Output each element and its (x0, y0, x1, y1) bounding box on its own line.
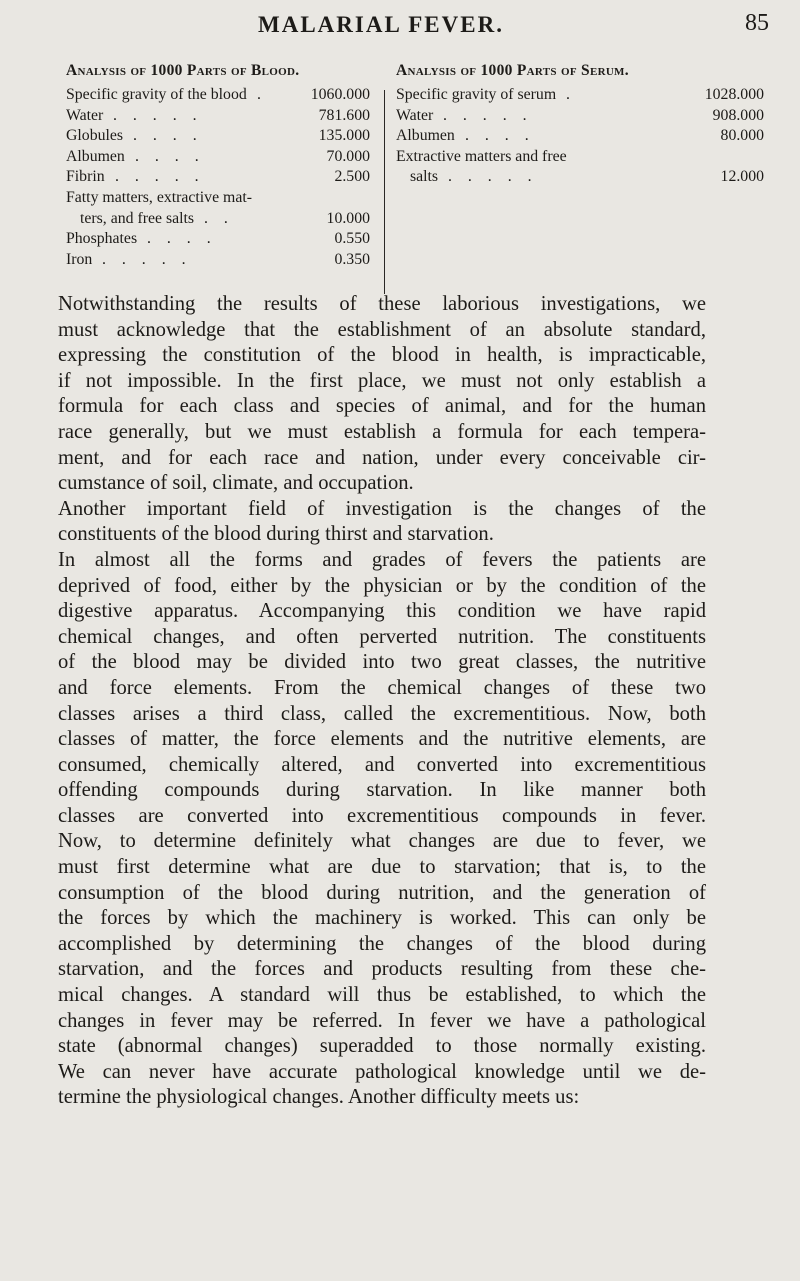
row-value: 781.600 (318, 106, 370, 124)
row-value: 908.000 (712, 106, 764, 124)
row-leader: . . . . (465, 127, 535, 145)
row-leader: . . . . (147, 230, 217, 248)
row-label: Water (396, 106, 434, 124)
row-leader: . . . . . (115, 168, 205, 186)
row-label: Specific gravity of the blood (66, 86, 247, 103)
text-line: classes arises a third class, called the excrementitious. Now, both (58, 702, 706, 725)
text-line: Notwithstanding the results of these laborious investigations, we (58, 293, 706, 315)
row-leader: . . . . . (102, 250, 192, 268)
row-label: Water (66, 106, 104, 124)
serum-table-caption: Analysis of 1000 Parts of Serum. (396, 62, 629, 79)
row-label: Fatty matters, extractive mat- (66, 188, 252, 206)
blood-table-rows (66, 86, 376, 271)
row-leader: . . . . . (443, 106, 533, 124)
blood-table-caption: Analysis of 1000 Parts of Blood. (66, 62, 300, 79)
table-divider (384, 90, 385, 294)
text-line: In almost all the forms and grades of fevers the patients are (58, 548, 706, 571)
row-value: 1060.000 (310, 86, 370, 103)
text-line: ment, and for each race and nation, under every conceivable cir- (58, 446, 706, 469)
text-line: classes of matter, the force elements and the nutritive elements, are (58, 728, 706, 751)
text-line: expressing the constitution of the blood in health, is impracticable, (58, 344, 706, 367)
text-line: accomplished by determining the changes of the blood during (58, 932, 706, 955)
body-text (58, 292, 706, 1111)
row-label: Extractive matters and free (396, 147, 567, 165)
running-head (0, 2, 800, 52)
serum-table-rows (396, 86, 772, 189)
row-value: 1028.000 (704, 86, 764, 103)
text-line: Now, to determine definitely what changes are due to fever, we (58, 830, 706, 853)
text-line: must first determine what are due to starvation; that is, to the (58, 856, 706, 879)
text-line: if not impossible. In the first place, we must not only establish a (58, 369, 706, 392)
row-leader: . . (204, 209, 234, 227)
analysis-tables (66, 62, 770, 292)
text-line: must acknowledge that the establishment of an absolute standard, (58, 318, 706, 341)
row-label: ters, and free salts (80, 209, 195, 227)
row-leader: . . . . (135, 147, 205, 165)
serum-analysis-table (396, 62, 772, 189)
table-row (396, 148, 772, 169)
table-row (66, 230, 376, 251)
text-line: starvation, and the forces and products resulting from these che- (58, 958, 706, 981)
table-row (396, 107, 772, 128)
table-row (396, 86, 772, 107)
table-row (66, 86, 376, 107)
text-line: Another important field of investigation is the changes of the (58, 497, 706, 520)
text-line: chemical changes, and often perverted nutrition. The constituents (58, 625, 706, 648)
text-line: of the blood may be divided into two great classes, the nutritive (58, 651, 706, 674)
table-row (396, 127, 772, 148)
text-line: constituents of the blood during thirst and starvation. (58, 523, 494, 546)
text-line: offending compounds during starvation. In like manner both (58, 779, 706, 802)
table-row (66, 210, 376, 231)
table-row (66, 168, 376, 189)
row-label: Albumen (396, 127, 455, 145)
row-value: 0.550 (334, 230, 370, 248)
table-row (66, 148, 376, 169)
table-row (396, 168, 772, 189)
table-row (66, 127, 376, 148)
text-line: the forces by which the machinery is worked. This can only be (58, 907, 706, 930)
row-leader: . . . . . (113, 106, 203, 124)
text-line: state (abnormal changes) superadded to those normally existing. (58, 1035, 706, 1058)
row-label: Globules (66, 127, 124, 145)
text-line: digestive apparatus. Accompanying this condition we have rapid (58, 600, 706, 623)
text-line: formula for each class and species of animal, and for the human (58, 395, 706, 418)
row-value: 135.000 (318, 127, 370, 145)
table-row (66, 107, 376, 128)
text-line: termine the physiological changes. Another difficulty meets us: (58, 1086, 580, 1109)
row-label: Phosphates (66, 230, 138, 248)
row-label: salts (410, 168, 439, 186)
text-line: changes in fever may be referred. In fever we have a pathological (58, 1009, 706, 1032)
table-row (66, 189, 376, 210)
row-leader: . . . . . (448, 168, 538, 186)
text-line: and force elements. From the chemical changes of these two (58, 676, 706, 699)
text-line: classes are converted into excrementitious compounds in fever. (58, 804, 706, 827)
row-value: 0.350 (334, 250, 370, 268)
text-line: mical changes. A standard will thus be established, to which the (58, 984, 706, 1007)
text-line: consumed, chemically altered, and converted into excrementitious (58, 753, 706, 776)
row-label: Iron (66, 250, 93, 268)
row-leader: . . . . (133, 127, 203, 145)
row-label: Fibrin (66, 168, 105, 186)
blood-analysis-table (66, 62, 376, 271)
row-leader: . (257, 86, 267, 103)
row-value: 80.000 (720, 127, 764, 145)
row-label: Specific gravity of serum (396, 86, 557, 103)
page-number: 85 (745, 10, 769, 36)
row-value: 70.000 (326, 147, 370, 165)
running-title: MALARIAL FEVER. (258, 12, 504, 37)
row-value: 2.500 (334, 168, 370, 186)
row-label: Albumen (66, 147, 125, 165)
text-line: consumption of the blood during nutrition, and the generation of (58, 881, 706, 904)
row-value: 12.000 (720, 168, 764, 186)
text-line: race generally, but we must establish a formula for each tempera- (58, 420, 706, 443)
text-line: deprived of food, either by the physician or by the condition of the (58, 574, 706, 597)
row-leader: . (566, 86, 576, 103)
text-line: cumstance of soil, climate, and occupation. (58, 472, 414, 495)
table-row (66, 251, 376, 272)
row-value: 10.000 (326, 209, 370, 227)
text-line: We can never have accurate pathological knowledge until we de- (58, 1060, 706, 1083)
